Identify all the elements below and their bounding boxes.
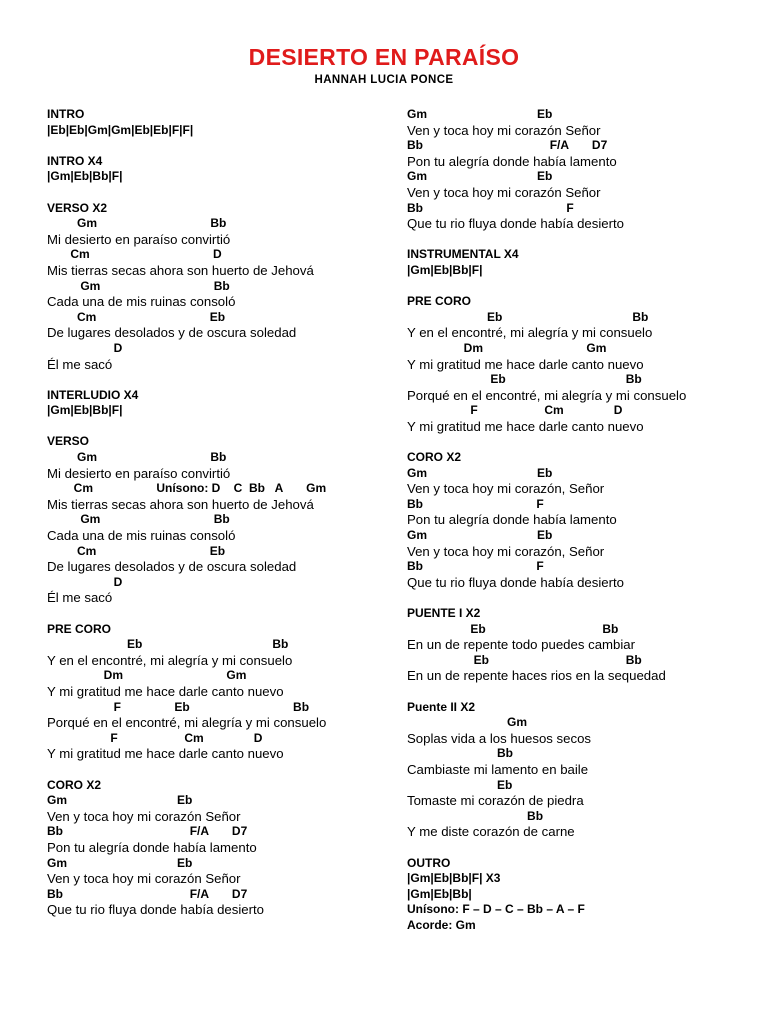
chord-line: Gm Bb [47,278,230,293]
progression-line: |Gm|Eb|Bb| [407,886,472,901]
lyric-line: Tomaste mi corazón de piedra [407,793,584,809]
spacer [47,762,377,778]
chord-line: Gm Bb [47,512,230,527]
chord-line: Cm D [47,247,222,262]
lyric-line: Soplas vida a los huesos secos [407,730,592,746]
section-heading: INTERLUDIO X4 [47,387,139,402]
chord-line: D [47,340,123,355]
chord-line: Bb F/A D7 [47,886,248,901]
section-heading: CORO X2 [47,777,102,792]
chord-line: Bb [407,808,544,823]
lyric-line: Ven y toca hoy mi corazón Señor [407,184,601,200]
song-title: DESIERTO EN PARAÍSO [248,44,520,70]
lyric-line: De lugares desolados y de oscura soledad [47,559,297,575]
spacer [407,684,747,700]
lyric-line: Ven y toca hoy mi corazón, Señor [407,543,605,559]
spacer [47,606,377,622]
lyric-line: Porqué en el encontré, mi alegría y mi consuelo [47,715,327,731]
section-heading: PUENTE I X2 [407,606,481,620]
lyric-line: Que tu rio fluya donde había desierto [47,902,265,918]
chord-line: Gm Eb [407,107,553,121]
chord-line: Gm Eb [407,465,553,480]
spacer [407,590,747,606]
chord-line: Eb Bb [407,621,619,636]
progression-line: |Gm|Eb|Bb|F| [47,403,123,418]
lyric-line: Y mi gratitud me hace darle canto nuevo [407,356,644,372]
chord-line: Gm Eb [47,793,193,808]
lyric-line: Él me sacó [47,590,113,606]
right-column [407,107,747,933]
chord-line: Bb F/A D7 [407,138,608,153]
spacer [407,232,747,248]
section-heading: VERSO X2 [47,200,108,215]
progression-line: |Gm|Eb|Bb|F| X3 [407,871,501,886]
spacer [47,419,377,435]
chord-line: Gm [407,715,528,730]
lyric-line: Mis tierras secas ahora son huerto de Jehová [47,496,314,512]
chord-line: Eb Bb [407,372,642,387]
spacer [47,185,377,201]
section-heading: OUTRO [407,855,451,870]
lyric-line: En un de repente haces rios en la sequedad [407,668,666,684]
lyric-line: Pon tu alegría donde había lamento [407,153,617,169]
chord-line: Cm Unísono: D C Bb A Gm [47,481,327,496]
progression-line: |Gm|Eb|Bb|F| [407,262,483,277]
chord-line: Bb F/A D7 [47,824,248,839]
chord-line: Gm Eb [47,855,193,870]
section-heading: Puente II X2 [407,699,476,714]
progression-line: |Eb|Eb|Gm|Gm|Eb|Eb|F|F| [47,122,194,137]
chord-line: Gm Bb [47,216,227,231]
lyric-line: Cada una de mis ruinas consoló [47,294,236,310]
section-heading: CORO X2 [407,450,462,465]
chord-line: Eb [407,777,513,792]
lyric-line: Y mi gratitud me hace darle canto nuevo [407,418,644,434]
chord-line: Cm Eb [47,309,226,324]
chord-line: Eb Bb [407,652,642,667]
spacer [47,138,377,154]
lyric-line: De lugares desolados y de oscura soledad [47,325,297,341]
lyric-line: Ven y toca hoy mi corazón Señor [47,808,241,824]
lyric-line: Pon tu alegría donde había lamento [407,512,617,528]
chord-line: Eb Bb [407,309,649,324]
lyric-line: Él me sacó [47,356,113,372]
section-heading: PRE CORO [407,294,472,309]
spacer [407,279,747,295]
lyric-line: Y mi gratitud me hace darle canto nuevo [47,683,284,699]
lyric-line: Y en el encontré, mi alegría y mi consuelo [407,325,653,341]
lyric-line: Y mi gratitud me hace darle canto nuevo [47,746,284,762]
song-author: HANNAH LUCIA PONCE [314,74,454,86]
section-heading: PRE CORO [47,621,112,636]
chord-line: Bb F [407,200,574,215]
chord-line: Bb F [407,559,544,574]
progression-line: Unísono: F – D – C – Bb – A – F [407,902,585,917]
lyric-line: Que tu rio fluya donde había desierto [407,216,625,232]
section-heading: INSTRUMENTAL X4 [407,247,519,262]
spacer [407,840,747,856]
lyric-line: Ven y toca hoy mi corazón Señor [47,871,241,887]
lyric-line: Ven y toca hoy mi corazón Señor [407,122,601,138]
chord-line: Gm Bb [47,450,227,465]
chord-line: D [47,574,123,589]
progression-line: |Gm|Eb|Bb|F| [47,169,123,184]
section-heading: INTRO X4 [47,153,103,168]
lyric-line: En un de repente todo puedes cambiar [407,637,636,653]
chord-line: Dm Gm [47,668,247,683]
chord-line: Dm Gm [407,340,607,355]
chord-line: Eb Bb [47,637,289,652]
lyric-line: Pon tu alegría donde había lamento [47,839,257,855]
lyric-line: Mis tierras secas ahora son huerto de Jehová [47,262,314,278]
chord-line: Bb F [407,496,544,511]
chord-line: Cm Eb [47,543,226,558]
chord-line: F Eb Bb [47,699,310,714]
lyric-line: Mi desierto en paraíso convirtió [47,465,231,481]
chord-line: Gm Eb [407,169,553,184]
spacer [407,434,747,450]
progression-line: Acorde: Gm [407,917,476,932]
lyric-line: Y en el encontré, mi alegría y mi consuelo [47,652,293,668]
chord-line: Bb [407,746,514,761]
chord-line: F Cm D [47,730,263,745]
lyric-line: Ven y toca hoy mi corazón, Señor [407,481,605,497]
lyric-line: Y me diste corazón de carne [407,824,575,840]
left-column [47,107,377,918]
lyric-line: Porqué en el encontré, mi alegría y mi consuelo [407,387,687,403]
lyric-line: Cada una de mis ruinas consoló [47,528,236,544]
section-heading: INTRO [47,107,85,121]
section-heading: VERSO [47,434,90,449]
lyric-line: Mi desierto en paraíso convirtió [47,231,231,247]
lyric-line: Cambiaste mi lamento en baile [407,761,589,777]
chord-line: F Cm D [407,403,623,418]
chord-line: Gm Eb [407,528,553,543]
lyric-line: Que tu rio fluya donde había desierto [407,574,625,590]
spacer [47,372,377,388]
